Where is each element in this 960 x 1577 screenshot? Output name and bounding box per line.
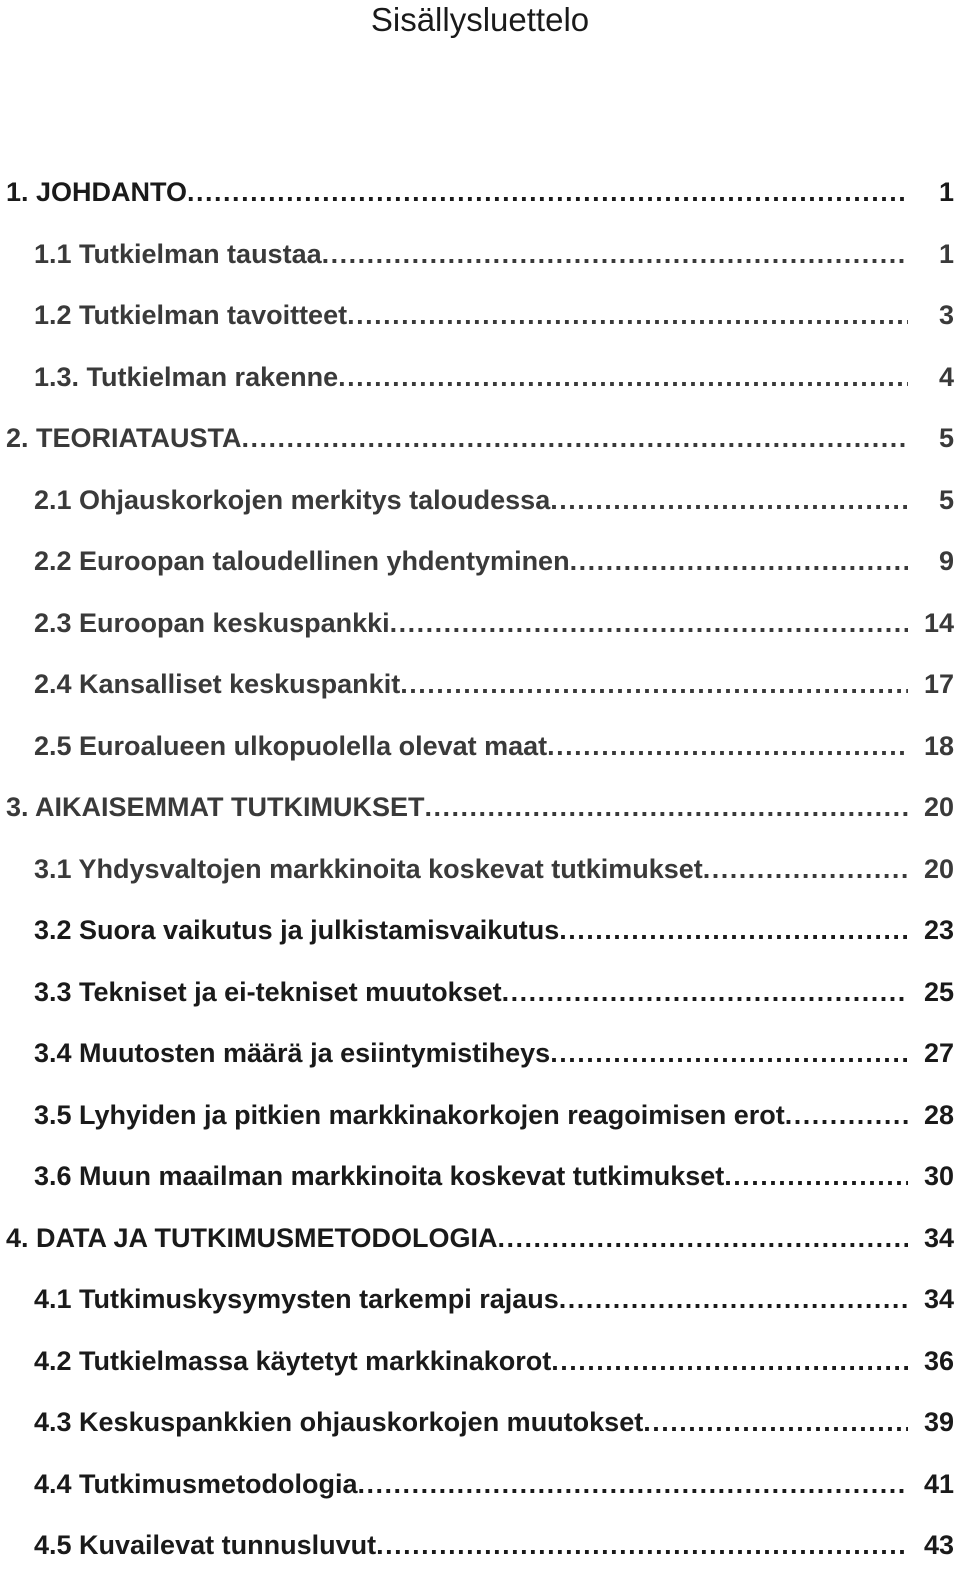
dot-leader bbox=[242, 408, 909, 470]
dot-leader bbox=[358, 1454, 908, 1516]
toc-entry bbox=[0, 1269, 960, 1331]
toc-entry-page-number: 4 bbox=[938, 361, 954, 392]
toc-entry-label: 1.1 Tutkielman taustaa bbox=[34, 238, 322, 269]
toc-entry-page-number: 17 bbox=[923, 669, 954, 699]
dot-leader bbox=[547, 716, 908, 778]
toc-entry-page-number: 41 bbox=[923, 1468, 954, 1499]
toc-entry-page-number: 43 bbox=[923, 1530, 954, 1560]
toc-entry-page-number: 1 bbox=[938, 177, 954, 207]
toc-entry bbox=[0, 531, 960, 593]
toc-entry-label: 1.3. Tutkielman rakenne bbox=[34, 361, 339, 392]
toc-entry-page-number: 5 bbox=[938, 484, 954, 515]
toc-entry bbox=[0, 1085, 960, 1147]
dot-leader bbox=[785, 1085, 908, 1147]
dot-leader bbox=[559, 900, 908, 962]
toc-entry bbox=[0, 162, 960, 224]
toc-entry-label: 2.2 Euroopan taloudellinen yhdentyminen bbox=[34, 546, 570, 576]
toc-entry-label: 3.1 Yhdysvaltojen markkinoita koskevat tutkimukset bbox=[34, 853, 703, 884]
toc-entry bbox=[0, 593, 960, 655]
toc-entry bbox=[0, 1331, 960, 1393]
toc-entry-page-number: 14 bbox=[923, 607, 954, 638]
toc-entry bbox=[0, 1515, 960, 1577]
toc-entry-label: 3.4 Muutosten määrä ja esiintymistiheys bbox=[34, 1038, 551, 1068]
dot-leader bbox=[187, 162, 908, 224]
dot-leader bbox=[376, 1515, 908, 1577]
toc-entry-page-number: 34 bbox=[923, 1284, 954, 1314]
toc-entry-label: 3.2 Suora vaikutus ja julkistamisvaikutus bbox=[34, 915, 560, 945]
toc-entry bbox=[0, 1454, 960, 1516]
toc-entry-page-number: 39 bbox=[923, 1407, 954, 1437]
dot-leader bbox=[502, 962, 908, 1024]
toc-entry bbox=[0, 1146, 960, 1208]
toc-entry bbox=[0, 224, 960, 286]
toc-entry bbox=[0, 1392, 960, 1454]
toc-entry-page-number: 9 bbox=[938, 546, 954, 576]
toc-entry-label: 4.2 Tutkielmassa käytetyt markkinakorot bbox=[34, 1345, 552, 1376]
page-title: Sisällysluettelo bbox=[370, 1, 590, 38]
dot-leader bbox=[498, 1208, 909, 1270]
dot-leader bbox=[550, 1023, 908, 1085]
toc-entry bbox=[0, 839, 960, 901]
toc-entry-page-number: 20 bbox=[923, 792, 954, 822]
toc-entry-page-number: 18 bbox=[923, 730, 954, 761]
dot-leader bbox=[559, 1269, 908, 1331]
toc-entry-label: 3.5 Lyhyiden ja pitkien markkinakorkojen reagoimisen erot bbox=[34, 1099, 785, 1130]
toc-entry bbox=[0, 777, 960, 839]
toc-entry-label: 1. JOHDANTO bbox=[6, 177, 188, 207]
toc-entry-label: 4.5 Kuvailevat tunnusluvut bbox=[34, 1530, 377, 1560]
dot-leader bbox=[570, 531, 908, 593]
toc-entry-page-number: 30 bbox=[923, 1161, 954, 1191]
toc-entry-label: 4.1 Tutkimuskysymysten tarkempi rajaus bbox=[34, 1284, 559, 1314]
toc-entry-label: 2. TEORIATAUSTA bbox=[6, 423, 242, 453]
toc-entry-label: 2.1 Ohjauskorkojen merkitys taloudessa bbox=[34, 484, 551, 515]
toc-entry-page-number: 20 bbox=[923, 853, 954, 884]
toc-entry bbox=[0, 900, 960, 962]
toc-entry-page-number: 1 bbox=[938, 238, 954, 269]
toc-entry-page-number: 34 bbox=[923, 1222, 954, 1253]
toc-entry-page-number: 25 bbox=[923, 976, 954, 1007]
toc-entry bbox=[0, 1208, 960, 1270]
toc-entry-label: 2.3 Euroopan keskuspankki bbox=[34, 607, 390, 638]
toc-entry bbox=[0, 285, 960, 347]
toc-entry bbox=[0, 654, 960, 716]
toc-entry-label: 4.4 Tutkimusmetodologia bbox=[34, 1468, 358, 1499]
toc-entry bbox=[0, 408, 960, 470]
toc-entry-label: 3.6 Muun maailman markkinoita koskevat tutkimukset bbox=[34, 1161, 725, 1191]
toc-entry-label: 2.4 Kansalliset keskuspankit bbox=[34, 669, 401, 699]
dot-leader bbox=[550, 470, 908, 532]
dot-leader bbox=[643, 1392, 908, 1454]
toc-entry-page-number: 23 bbox=[923, 915, 954, 945]
toc-entry-label: 3. AIKAISEMMAT TUTKIMUKSET bbox=[6, 792, 425, 822]
toc-entry-label: 4.3 Keskuspankkien ohjauskorkojen muutokset bbox=[34, 1407, 644, 1437]
toc-entry-page-number: 28 bbox=[923, 1099, 954, 1130]
toc-entry-label: 3.3 Tekniset ja ei-tekniset muutokset bbox=[34, 976, 502, 1007]
dot-leader bbox=[338, 347, 908, 409]
table-of-contents bbox=[0, 162, 960, 1577]
dot-leader bbox=[724, 1146, 908, 1208]
toc-entry-label: 1.2 Tutkielman tavoitteet bbox=[34, 300, 348, 330]
dot-leader bbox=[390, 593, 908, 655]
toc-entry-page-number: 5 bbox=[938, 423, 954, 453]
toc-entry-page-number: 36 bbox=[923, 1345, 954, 1376]
dot-leader bbox=[400, 654, 908, 716]
toc-entry-label: 2.5 Euroalueen ulkopuolella olevat maat bbox=[34, 730, 548, 761]
toc-entry-label: 4. DATA JA TUTKIMUSMETODOLOGIA bbox=[6, 1222, 498, 1253]
toc-entry-page-number: 27 bbox=[923, 1038, 954, 1068]
dot-leader bbox=[703, 839, 908, 901]
toc-entry bbox=[0, 470, 960, 532]
dot-leader bbox=[347, 285, 908, 347]
toc-entry bbox=[0, 716, 960, 778]
toc-entry bbox=[0, 1023, 960, 1085]
dot-leader bbox=[551, 1331, 908, 1393]
dot-leader bbox=[322, 224, 908, 286]
toc-entry bbox=[0, 347, 960, 409]
toc-entry-page-number: 3 bbox=[938, 300, 954, 330]
toc-entry bbox=[0, 962, 960, 1024]
dot-leader bbox=[425, 777, 909, 839]
